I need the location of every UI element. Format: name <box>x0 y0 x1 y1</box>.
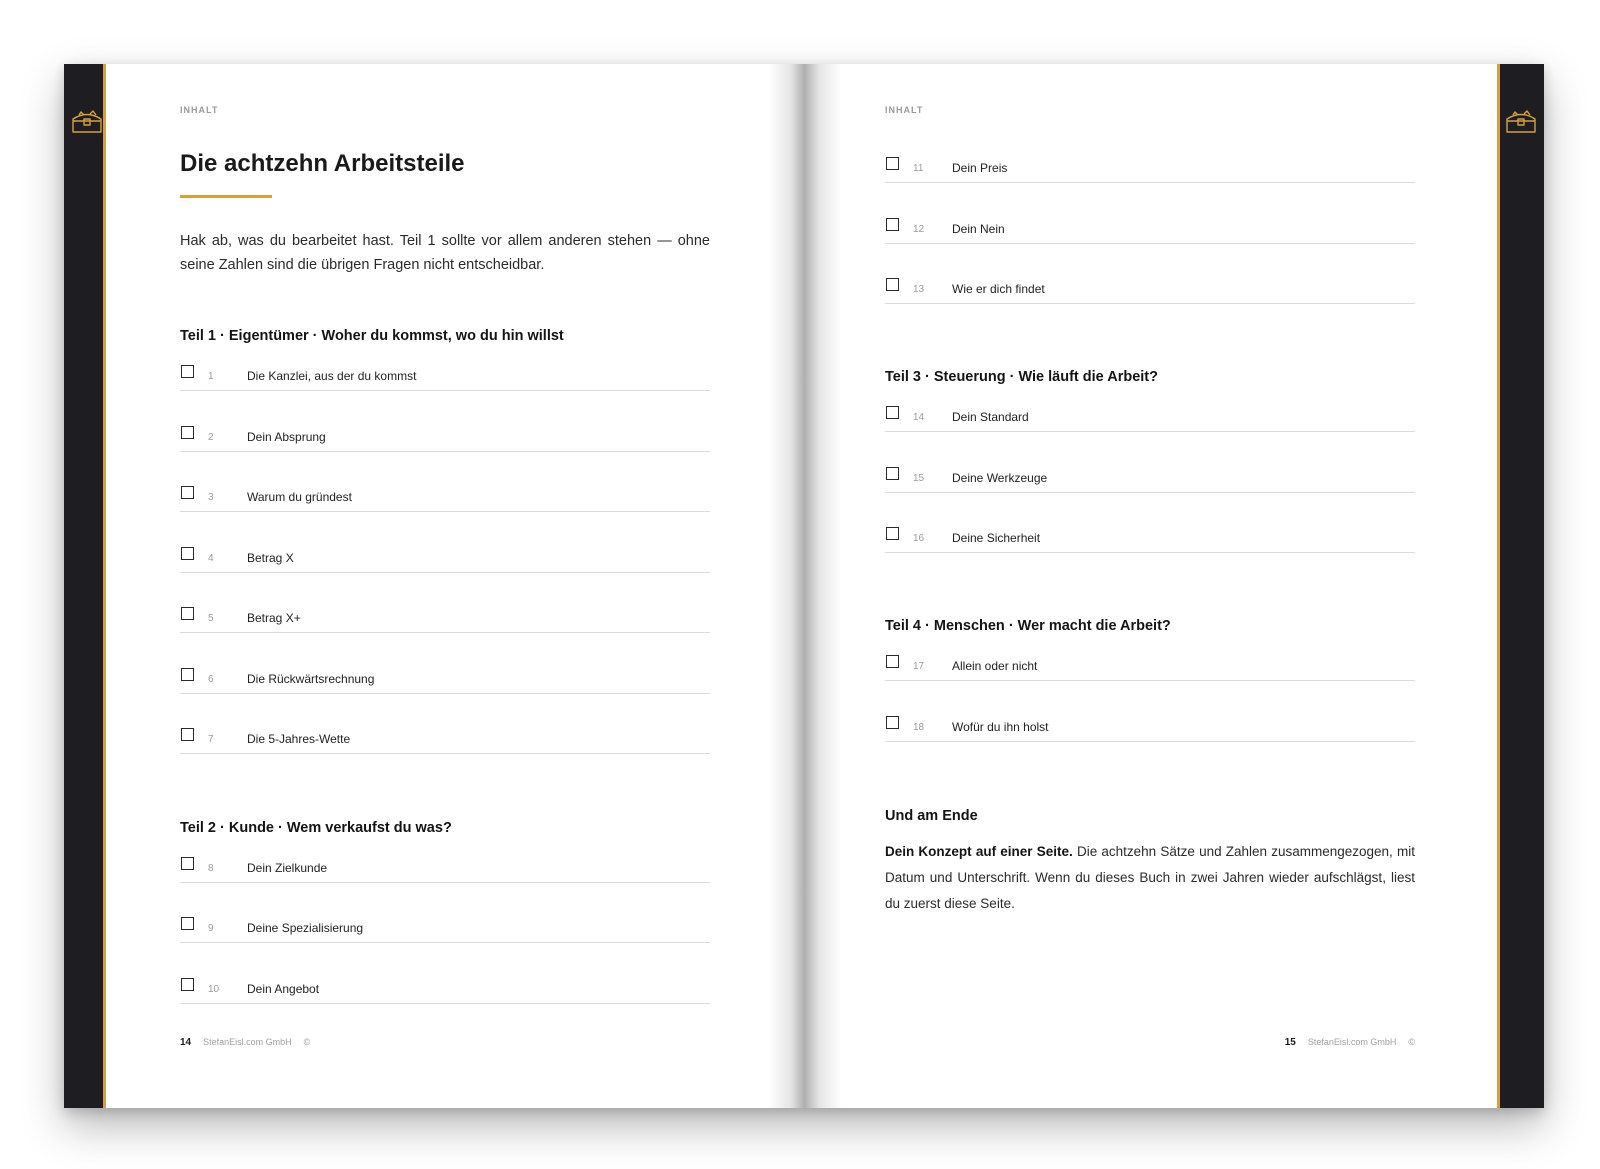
item-number: 9 <box>208 923 214 934</box>
checkbox[interactable] <box>886 716 899 729</box>
checklist-item[interactable] <box>885 466 1415 493</box>
closing-text <box>885 839 1415 917</box>
item-number: 4 <box>208 553 214 564</box>
item-label: Die Rückwärtsrechnung <box>247 672 375 686</box>
checkbox[interactable] <box>181 668 194 681</box>
item-number: 3 <box>208 492 214 503</box>
closing-body: Die achtzehn Sätze und Zahlen zusammengezogen, mit Datum und Unterschrift. Wenn du dieses Buch in zwei Jahren wieder aufschlägst, liest du zuerst diese Seite. <box>885 844 1415 911</box>
item-label: Die 5-Jahres-Wette <box>247 732 351 746</box>
checklist-item[interactable] <box>885 654 1415 681</box>
checkbox[interactable] <box>886 278 899 291</box>
checklist-item[interactable] <box>180 425 710 452</box>
checklist-item[interactable] <box>180 727 710 754</box>
checklist-item[interactable] <box>885 526 1415 553</box>
item-label: Deine Spezialisierung <box>247 921 364 935</box>
right-gutter-shadow <box>805 64 841 1108</box>
item-label: Dein Preis <box>952 161 1008 175</box>
item-number: 6 <box>208 674 214 685</box>
checkbox[interactable] <box>886 527 899 540</box>
item-label: Deine Werkzeuge <box>952 471 1048 485</box>
item-number: 16 <box>913 533 925 544</box>
left-gutter-shadow <box>769 64 805 1108</box>
item-label: Warum du gründest <box>247 490 352 504</box>
item-label: Wofür du ihn holst <box>952 720 1049 734</box>
item-number: 8 <box>208 863 214 874</box>
item-label: Dein Angebot <box>247 982 320 996</box>
right-gold-edge <box>1497 64 1500 1108</box>
item-number: 17 <box>913 661 925 672</box>
checklist-item[interactable] <box>885 405 1415 432</box>
item-number: 7 <box>208 734 214 745</box>
copyright-symbol: © <box>1408 1037 1415 1047</box>
checklist-item[interactable] <box>180 916 710 943</box>
checkbox[interactable] <box>181 426 194 439</box>
item-number: 2 <box>208 432 214 443</box>
group-heading-teil-3: Teil 3 · Steuerung · Wie läuft die Arbeit? <box>885 369 1158 385</box>
item-label: Betrag X <box>247 551 294 565</box>
item-label: Dein Zielkunde <box>247 861 328 875</box>
checkbox[interactable] <box>886 406 899 419</box>
item-label: Dein Nein <box>952 222 1005 236</box>
item-number: 12 <box>913 224 925 235</box>
page-number: 15 <box>1284 1037 1296 1048</box>
checkbox[interactable] <box>181 728 194 741</box>
treasure-chest-icon <box>70 108 104 134</box>
item-number: 13 <box>913 284 925 295</box>
item-number: 1 <box>208 371 214 382</box>
item-label: Allein oder nicht <box>952 659 1038 673</box>
item-number: 5 <box>208 613 214 624</box>
page-title: Die achtzehn Arbeitsteile <box>180 150 465 177</box>
intro-text: Hak ab, was du bearbeitet hast. Teil 1 sollte vor allem anderen stehen — ohne seine Zahlen sind die übrigen Fragen nicht entscheidbar. <box>180 233 710 273</box>
checklist-item[interactable] <box>885 217 1415 244</box>
footer-company: StefanEisl.com GmbH <box>1307 1037 1397 1047</box>
checkbox[interactable] <box>181 978 194 991</box>
checklist-item[interactable] <box>180 667 710 694</box>
item-label: Deine Sicherheit <box>952 531 1041 545</box>
checklist-item[interactable] <box>180 856 710 883</box>
checkbox[interactable] <box>181 547 194 560</box>
item-label: Dein Standard <box>952 410 1029 424</box>
item-label: Die Kanzlei, aus der du kommst <box>247 369 417 383</box>
checkbox[interactable] <box>181 917 194 930</box>
group-heading-teil-2: Teil 2 · Kunde · Wem verkaufst du was? <box>180 820 452 836</box>
section-label: INHALT <box>180 105 219 115</box>
title-underline <box>180 195 272 198</box>
checklist-item[interactable] <box>180 485 710 512</box>
checklist-item[interactable] <box>180 606 710 633</box>
left-page <box>106 64 805 1108</box>
checklist-item[interactable] <box>885 156 1415 183</box>
checkbox[interactable] <box>886 157 899 170</box>
item-number: 18 <box>913 722 925 733</box>
checkbox[interactable] <box>181 486 194 499</box>
checklist-item[interactable] <box>885 715 1415 742</box>
item-number: 15 <box>913 473 925 484</box>
treasure-chest-icon <box>1504 108 1538 134</box>
checkbox[interactable] <box>886 467 899 480</box>
item-number: 14 <box>913 412 925 423</box>
closing-heading: Und am Ende <box>885 808 978 824</box>
page-number: 14 <box>180 1037 192 1048</box>
item-number: 10 <box>208 984 220 995</box>
checkbox[interactable] <box>886 655 899 668</box>
item-label: Betrag X+ <box>247 611 301 625</box>
checklist-item[interactable] <box>180 546 710 573</box>
open-book <box>64 64 1544 1108</box>
checkbox[interactable] <box>886 218 899 231</box>
checkbox[interactable] <box>181 365 194 378</box>
footer-company: StefanEisl.com GmbH <box>203 1037 292 1047</box>
section-label: INHALT <box>885 105 924 115</box>
checklist-item[interactable] <box>885 277 1415 304</box>
page-footer <box>1285 1037 1415 1048</box>
page-footer <box>180 1037 310 1048</box>
item-label: Dein Absprung <box>247 430 326 444</box>
right-page <box>805 64 1497 1108</box>
checklist-item[interactable] <box>180 364 710 391</box>
group-heading-teil-1: Teil 1 · Eigentümer · Woher du kommst, wo du hin willst <box>180 328 564 344</box>
item-number: 11 <box>913 163 924 174</box>
item-label: Wie er dich findet <box>952 282 1045 296</box>
group-heading-teil-4: Teil 4 · Menschen · Wer macht die Arbeit? <box>885 618 1171 634</box>
copyright-symbol: © <box>303 1037 311 1047</box>
checkbox[interactable] <box>181 857 194 870</box>
checklist-item[interactable] <box>180 977 710 1004</box>
checkbox[interactable] <box>181 607 194 620</box>
closing-bold-lead: Dein Konzept auf einer Seite. <box>885 844 1073 859</box>
